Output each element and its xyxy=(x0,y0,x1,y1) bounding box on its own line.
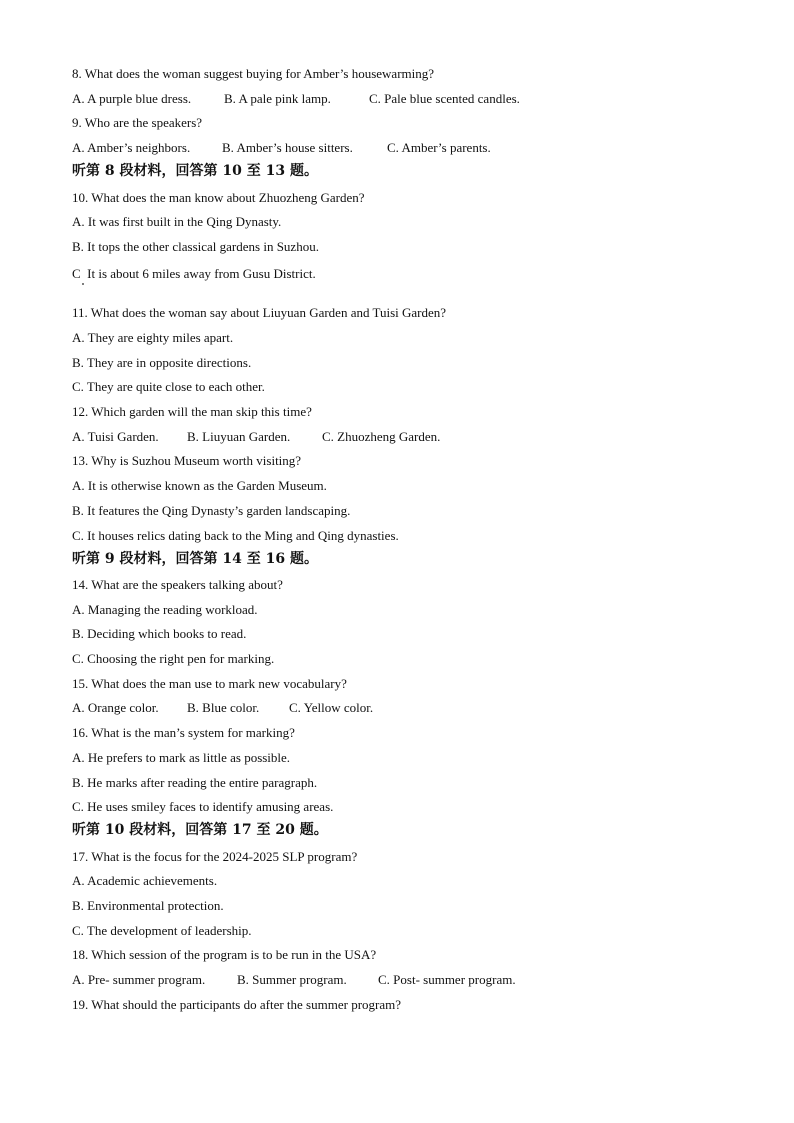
question-11: 11. What does the woman say about Liuyuan Garden and Tuisi Garden? xyxy=(72,305,447,320)
q16-option-c: C. He uses smiley faces to identify amusing areas. xyxy=(72,799,334,814)
section-heading-8: 听第 8 段材料，回答第 10 至 13 题。 xyxy=(72,163,318,179)
q14-option-b: B. Deciding which books to read. xyxy=(72,626,247,641)
question-19: 19. What should the participants do after the summer program? xyxy=(72,997,401,1012)
q10-option-b: B. It tops the other classical gardens in Suzhou. xyxy=(72,239,319,254)
q18-option-b: B. Summer program. xyxy=(237,972,347,987)
q13-option-c: C. It houses relics dating back to the Ming and Qing dynasties. xyxy=(72,528,399,543)
q10-option-c: C It is about 6 miles away from Gusu District. xyxy=(72,266,316,281)
q14-option-c: C. Choosing the right pen for marking. xyxy=(72,651,275,666)
q8-option-c: C. Pale blue scented candles. xyxy=(369,91,520,106)
q8-option-b: B. A pale pink lamp. xyxy=(224,91,331,106)
section-heading-9: 听第 9 段材料，回答第 14 至 16 题。 xyxy=(72,551,318,567)
question-15: 15. What does the man use to mark new vocabulary? xyxy=(72,676,347,691)
q13-option-a: A. It is otherwise known as the Garden Museum. xyxy=(72,478,327,493)
q17-option-c: C. The development of leadership. xyxy=(72,923,252,938)
stray-dot xyxy=(82,283,84,285)
q9-option-c: C. Amber’s parents. xyxy=(387,140,491,155)
q8-option-a: A. A purple blue dress. xyxy=(72,91,192,106)
question-8: 8. What does the woman suggest buying for Amber’s housewarming? xyxy=(72,66,435,81)
q12-option-b: B. Liuyuan Garden. xyxy=(187,429,291,444)
q17-option-a: A. Academic achievements. xyxy=(72,873,218,888)
q11-option-a: A. They are eighty miles apart. xyxy=(72,330,234,345)
q18-option-c: C. Post- summer program. xyxy=(378,972,516,987)
question-9: 9. Who are the speakers? xyxy=(72,115,203,130)
q12-option-a: A. Tuisi Garden. xyxy=(72,429,159,444)
q12-option-c: C. Zhuozheng Garden. xyxy=(322,429,441,444)
question-14: 14. What are the speakers talking about? xyxy=(72,577,283,592)
q14-option-a: A. Managing the reading workload. xyxy=(72,602,258,617)
q16-option-a: A. He prefers to mark as little as possible. xyxy=(72,750,291,765)
q18-option-a: A. Pre- summer program. xyxy=(72,972,206,987)
question-18: 18. Which session of the program is to be run in the USA? xyxy=(72,947,377,962)
q9-option-b: B. Amber’s house sitters. xyxy=(222,140,353,155)
question-12: 12. Which garden will the man skip this time? xyxy=(72,404,312,419)
q11-option-c: C. They are quite close to each other. xyxy=(72,379,265,394)
question-17: 17. What is the focus for the 2024-2025 SLP program? xyxy=(72,849,358,864)
question-10: 10. What does the man know about Zhuozheng Garden? xyxy=(72,190,365,205)
q15-option-c: C. Yellow color. xyxy=(289,700,374,715)
q11-option-b: B. They are in opposite directions. xyxy=(72,355,252,370)
section-heading-10: 听第 10 段材料，回答第 17 至 20 题。 xyxy=(72,822,328,838)
question-16: 16. What is the man’s system for marking? xyxy=(72,725,295,740)
question-13: 13. Why is Suzhou Museum worth visiting? xyxy=(72,453,302,468)
q13-option-b: B. It features the Qing Dynasty’s garden landscaping. xyxy=(72,503,351,518)
q15-option-b: B. Blue color. xyxy=(187,700,260,715)
q16-option-b: B. He marks after reading the entire paragraph. xyxy=(72,775,318,790)
q10-option-a: A. It was first built in the Qing Dynasty. xyxy=(72,214,282,229)
q15-option-a: A. Orange color. xyxy=(72,700,159,715)
q9-option-a: A. Amber’s neighbors. xyxy=(72,140,191,155)
q17-option-b: B. Environmental protection. xyxy=(72,898,224,913)
